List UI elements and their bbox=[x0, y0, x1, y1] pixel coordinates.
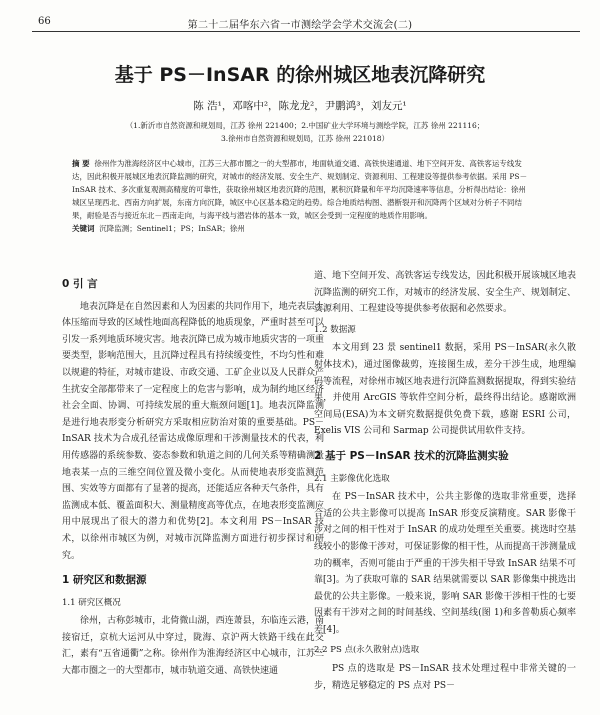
affiliation-line-2: 3.徐州市自然资源和规划局，江苏 徐州 221018） bbox=[220, 134, 390, 143]
section-heading-study-area: 1 研究区和数据源 bbox=[62, 574, 147, 587]
abstract-label: 摘 要 bbox=[72, 159, 90, 168]
keywords: 沉降监测；Sentinel1；PS；InSAR；徐州 bbox=[99, 224, 245, 233]
section-heading-experiment: 2 基于 PS－InSAR 技术的沉降监测实验 bbox=[314, 449, 509, 462]
subsection-heading-2-2: 2.2 PS 点(永久散射点)选取 bbox=[314, 645, 420, 656]
master-image-text: 在 PS－InSAR 技术中，公共主影像的选取非常重要，选择合适的公共主影像可以提高 InSAR 形变反演精度。SAR 影像干涉对之间的相干性对于 InSAR 的成功处理至关重要。挑选时空基线较小的影像干涉对，可保证影像的相干性，从而提高干涉测量成功的概率，否则可能由于严重的干涉失相干导致 InSAR 结果不可靠[3]。为了获取可靠的 SAR 结果就需要以 SAR 影像集中挑选出最优的公共主影像。一般来说，影响 SAR 影像干涉相干性的七要因素有干涉对之间的时间基线、空间基线(图 1)和多普勒质心频率差[4]。 bbox=[314, 492, 576, 635]
authors: 陈 浩¹，邓喀中²，陈龙龙²，尹鹏鸿³，刘友元¹ bbox=[193, 100, 407, 112]
subsection-heading-1-2: 1.2 数据源 bbox=[314, 324, 356, 335]
running-head: 第二十二届华东六省一市测绘学会学术交流会(二) bbox=[187, 20, 413, 31]
ps-point-text: PS 点的选取是 PS－InSAR 技术处理过程中非常关键的一步，精选足够稳定的 PS 点对 PS－ bbox=[314, 664, 576, 691]
subsection-heading-2-1: 2.1 主影像优化选取 bbox=[314, 473, 390, 484]
study-area-text: 徐州，古称彭城市，北倚微山湖，西连萧县，东临连云港，南接宿迁，京杭大运河从中穿过，陇海、京沪两大铁路干线在此交汇，素有“五省通衢”之称。徐州作为淮海经济区中心城市，江苏三大都市圈之一的大型都市，城市轨道交通、高铁快速通 bbox=[62, 616, 324, 677]
affiliation-line-1: （1.新沂市自然资源和规划局，江苏 徐州 221400；2.中国矿业大学环境与测绘学院，江苏 徐州 221116； bbox=[125, 121, 485, 130]
section-heading-introduction: 0 引 言 bbox=[62, 278, 98, 290]
continued-text: 道、地下空间开发、高铁客运专线发达，因此积极开展该城区地表沉降监测的研究工作，对城市的经济发展、安全生产、规划制定、资源利用、工程建设等提供参考依据和必然要求。 bbox=[314, 271, 576, 315]
keywords-label: 关键词 bbox=[72, 224, 95, 233]
left-column bbox=[62, 268, 324, 680]
subsection-heading-1-1: 1.1 研究区概况 bbox=[62, 597, 121, 608]
page-number: 66 bbox=[38, 16, 51, 27]
header-rule bbox=[32, 31, 580, 32]
paper-title: 基于 PS－InSAR 的徐州城区地表沉降研究 bbox=[114, 64, 486, 86]
abstract-text: 徐州作为淮海经济区中心城市，江苏三大都市圈之一的大型都市，地面轨道交通、高铁快速通道、地下空间开发、高铁客运专线发达，因此积极开展城区地表沉降监测的研究，对城市的经济发展、安全生产、规划制定、资源利用、工程建设等提供参考依据。采用 PS－InSAR 技术、多次重复观测高精度的可靠性，获取徐州城区地表沉降的范围，累积沉降量和年平均沉降速率等信息，分析得出结论：徐州城区呈现西北、西南方向扩展，东南方向沉降，城区中心区基本稳定的趋势。综合地质结构图、潜断裂开和沉降两个区域对分析子不同结果，耐验是否与接近东北－西南走向，与海平线与潜岩体的基本一致，城区会受到一定程度的地质作用影响。 bbox=[72, 159, 528, 220]
right-column bbox=[314, 268, 576, 694]
introduction-text: 地表沉降是在自然因素和人为因素的共同作用下，地壳表层土体压缩而导致的区域性地面高程降低的地质现象，严重时甚至可以引发一系列地质环境灾害。地表沉降已成为城市地质灾害的一项重要类型，影响范围大，且沉降过程具有持续缓变性，不均匀性和难以规避的特征，对城市建设、市政交通、工矿企业以及人民群众产生扰安全部都带来了一定程度上的危害与影响，成为制约地区经济社会全面、协调、可持续发展的重大瓶颈问题[1]。地表沉降监测是进行地表形变分析研究方采取相应防治对策的重要基础。PS－InSAR 技术为合成孔径雷达成像原理和干涉测量技术的代表，利用传感器的系统参数、姿态参数和轨道之间的几何关系等精确测量地表某一点的三维空间位置及微小变化。从而使地表形变监测范围、实效等方面都有了显著的提高，还能适应各种天气条件，具有监测成本低、覆盖面积大、测量精度高等优点，在地表形变监测应用中展现出了很大的潜力和优势[2]。本文利用 PS－InSAR 技术，以徐州市城区为例，对城市沉降监测方面进行初步探讨和研究。 bbox=[62, 301, 324, 561]
data-source-text: 本文用到 23 景 sentinel1 数据，采用 PS－InSAR(永久散射体技术)，通过图像裁剪，连接图生成，差分干涉生成，地理编码等流程，对徐州市城区地表进行沉降监测数据提取，得到实验结果，并使用 ArcGIS 等软件空间分析，最终得出结论。感谢欧洲空间局(ESA)为本文研究数据提供免费下载，感谢 ESRI 公司，Exelis VIS 公司和 Sarmap 公司提供试用软件支持。 bbox=[314, 343, 576, 437]
abstract bbox=[72, 157, 532, 235]
